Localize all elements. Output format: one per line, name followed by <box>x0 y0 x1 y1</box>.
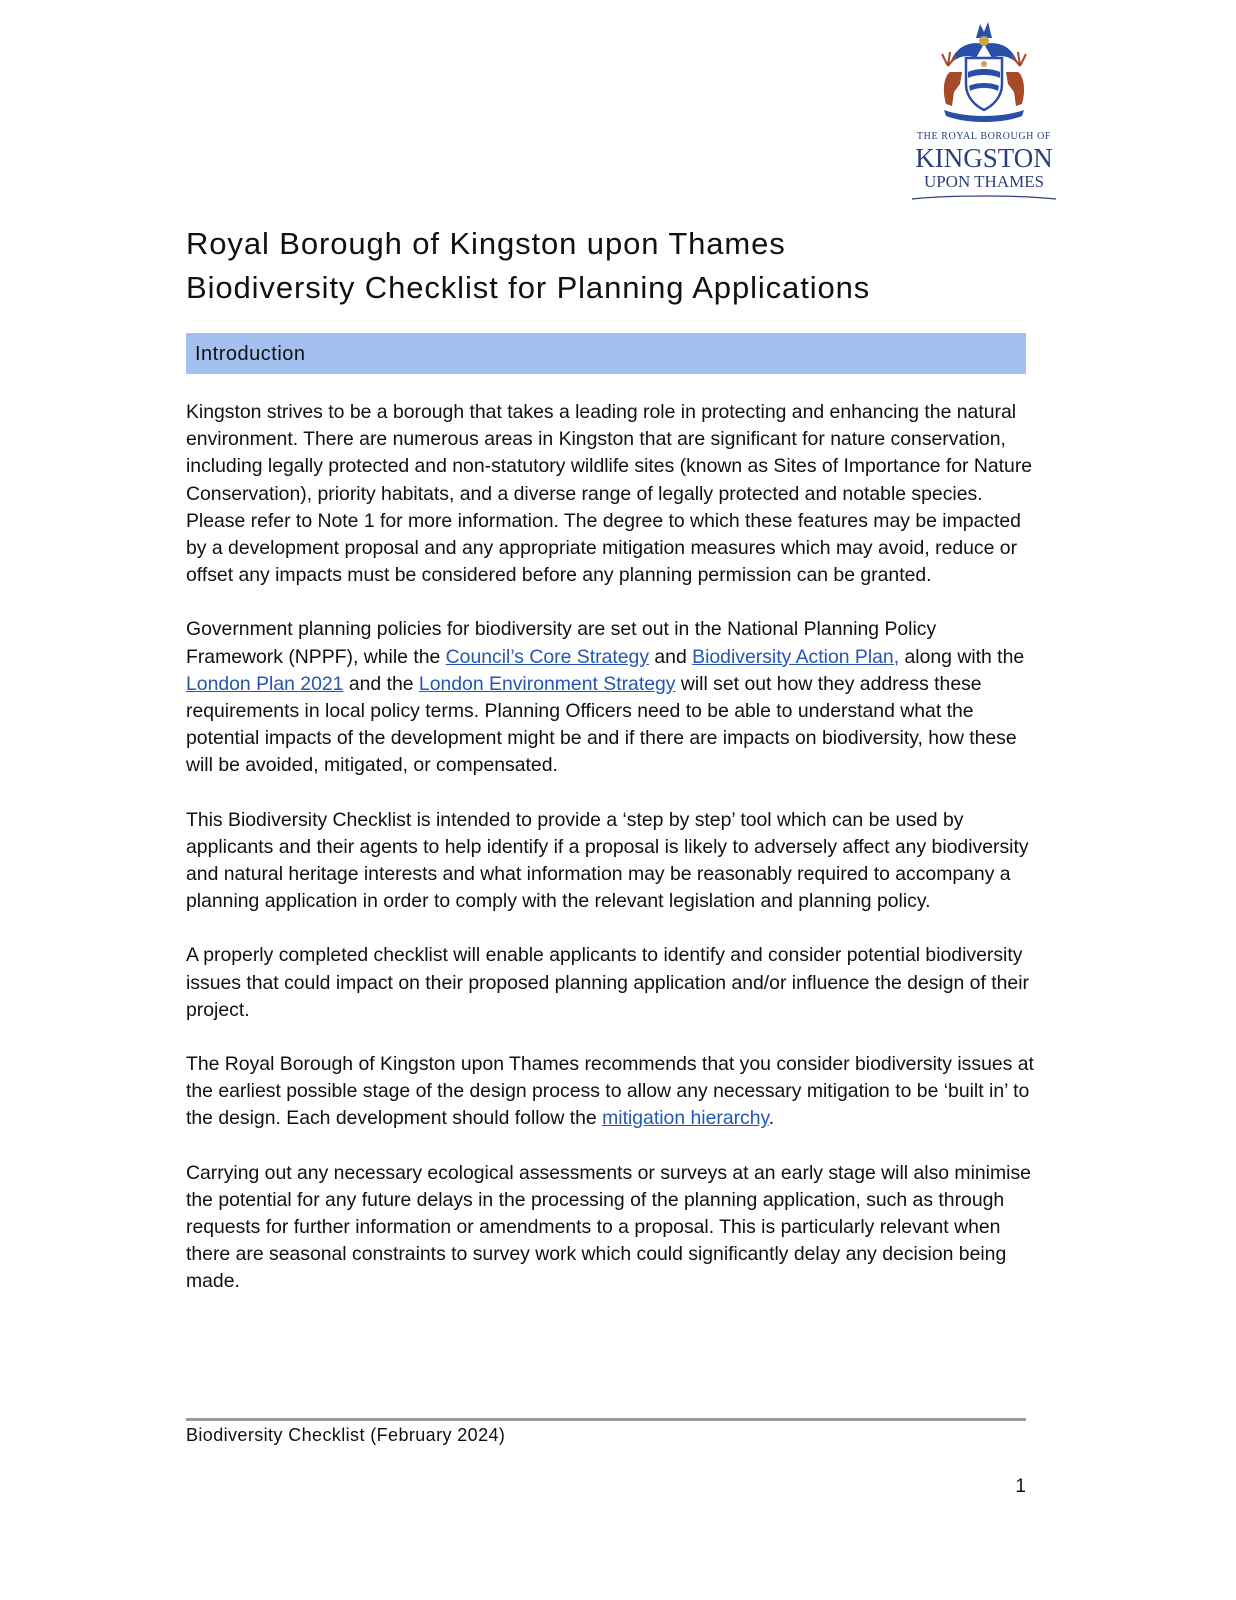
paragraph-2-text-4: and the <box>343 672 419 695</box>
mitigation-hierarchy-link[interactable]: mitigation hierarchy <box>602 1107 769 1130</box>
paragraph-1: Kingston strives to be a borough that takes a leading role in protecting and enhancing the natural environment. There are numerous areas in Kingston that are significant for nature conservation, including legally protected and non-statutory wildlife sites (known as Sites of Importance for Nature Conservation), priority habitats, and a diverse range of legally protected and notable species. Please refer to Note 1 for more information. The degree to which these features may be impacted by a development proposal and any appropriate mitigation measures which may avoid, reduce or offset any impacts must be considered before any planning permission can be granted. <box>186 401 1033 587</box>
logo-line-3: UPON THAMES <box>923 172 1045 191</box>
paragraph-2-text-5: will set out how they address these requirements in local policy terms. Planning Officers need to be able to understand what the potential impacts of the development might be and if there are impacts on biodiversity, how these will be avoided, mitigated, or compensated. <box>186 672 1017 777</box>
logo-line-1: THE ROYAL BOROUGH OF <box>916 131 1052 142</box>
footer-text: Biodiversity Checklist (February 2024) <box>186 1425 506 1445</box>
paragraph-2-text-1: Government planning policies for biodiversity are set out in the National Planning Policy Framework (NPPF), while the <box>186 618 937 668</box>
paragraph-5 <box>186 1051 1036 1133</box>
title-line-1: Royal Borough of Kingston upon Thames <box>186 226 786 261</box>
page-title <box>186 222 1086 310</box>
london-environment-strategy-link[interactable]: London Environment Strategy <box>418 672 676 695</box>
london-plan-link[interactable]: London Plan 2021 <box>186 672 344 695</box>
footer-divider <box>186 1418 1026 1421</box>
logo-swoosh-icon <box>910 194 1058 202</box>
paragraph-2 <box>186 616 1036 779</box>
paragraph-5-text-1: The Royal Borough of Kingston upon Thames recommends that you consider biodiversity issues at the earliest possible stage of the design process to allow any necessary mitigation to be ‘built in’ to the design. Each development should follow the <box>186 1053 1034 1130</box>
section-heading: Introduction <box>195 343 306 365</box>
coat-of-arms-icon <box>936 14 1032 124</box>
body-content <box>186 399 1036 1323</box>
logo-line-2: KINGSTON <box>915 143 1053 173</box>
paragraph-5-text-2: . <box>768 1107 775 1130</box>
paragraph-6: Carrying out any necessary ecological assessments or surveys at an early stage will also minimise the potential for any future delays in the processing of the planning application, such as through requests for further information or amendments to a proposal. This is particularly relevant when there are seasonal constraints to survey work which could significantly delay any decision being made. <box>186 1161 1031 1293</box>
biodiversity-action-plan-link[interactable]: Biodiversity Action Plan, <box>692 645 900 668</box>
title-line-2: Biodiversity Checklist for Planning Applications <box>186 270 871 305</box>
section-header-bar <box>186 333 1026 374</box>
page-number: 1 <box>1015 1476 1026 1497</box>
council-logo <box>908 14 1068 204</box>
paragraph-4: A properly completed checklist will enable applicants to identify and consider potential biodiversity issues that could impact on their proposed planning application and/or influence the design of their project. <box>186 944 1029 1021</box>
paragraph-3: This Biodiversity Checklist is intended to provide a ‘step by step’ tool which can be used by applicants and their agents to help identify if a proposal is likely to adversely affect any biodiversity and natural heritage interests and what information may be reasonably required to accompany a planning application in order to comply with the relevant legislation and planning policy. <box>186 808 1029 913</box>
core-strategy-link[interactable]: Council’s Core Strategy <box>445 645 650 668</box>
paragraph-2-text-2: and <box>649 645 693 668</box>
paragraph-2-text-3: along with the <box>899 645 1025 668</box>
